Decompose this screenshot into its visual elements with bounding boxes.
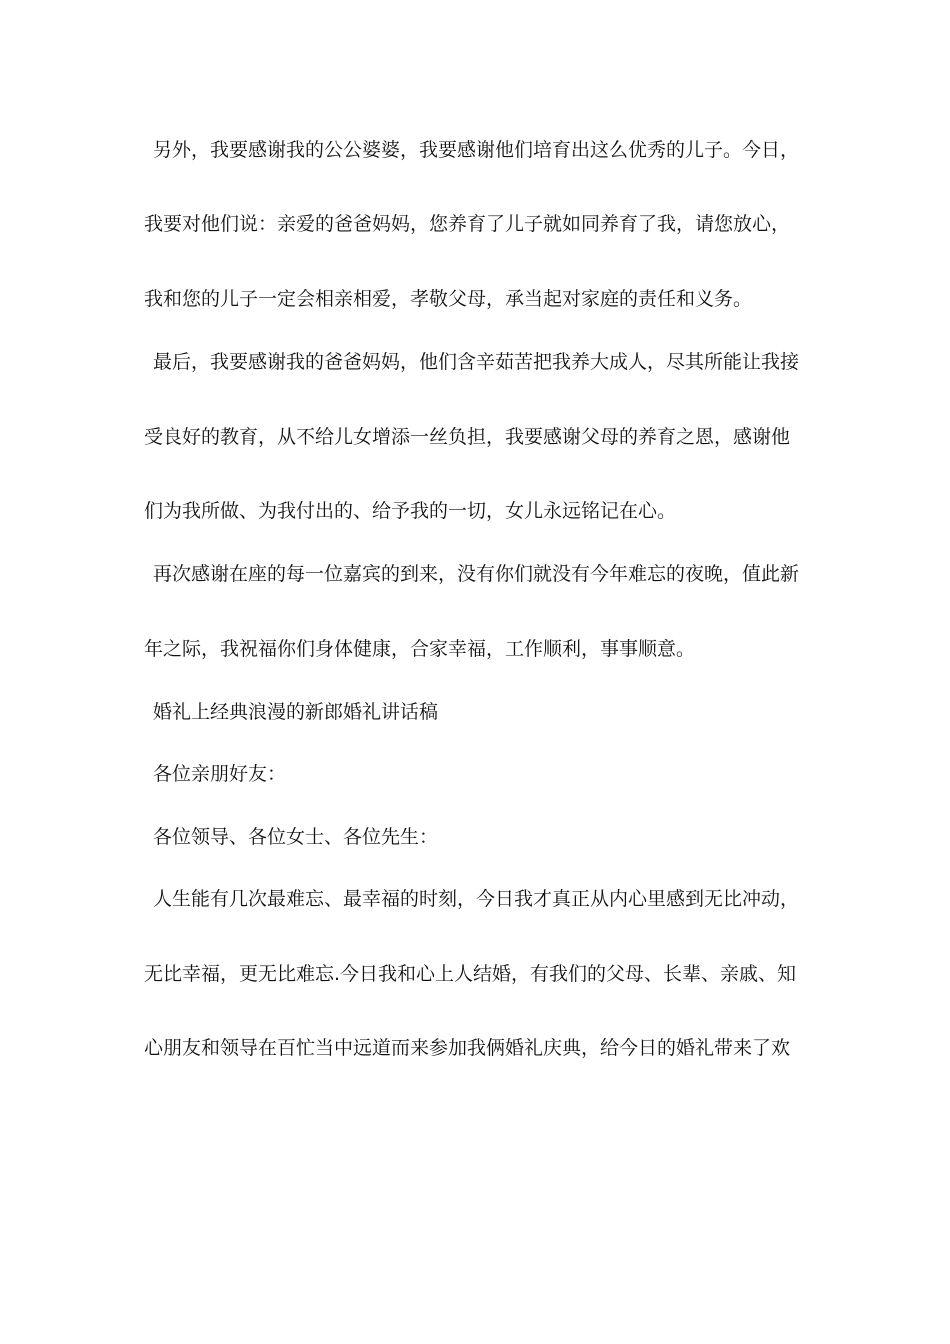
section-heading: 婚礼上经典浪漫的新郎婚礼讲话稿 [153,701,439,723]
paragraph-line: 我和您的儿子一定会相亲相爱，孝敬父母，承当起对家庭的责任和义务。 [144,288,753,310]
paragraph-line: 另外，我要感谢我的公公婆婆，我要感谢他们培育出这么优秀的儿子。今日， [153,139,800,161]
paragraph-line: 人生能有几次最难忘、最幸福的时刻，今日我才真正从内心里感到无比冲动， [153,888,800,910]
salutation-line: 各位亲朋好友： [153,763,287,785]
paragraph-line: 最后，我要感谢我的爸爸妈妈，他们含辛茹苦把我养大成人，尽其所能让我接 [153,351,800,373]
paragraph-line: 受良好的教育，从不给儿女增添一丝负担，我要感谢父母的养育之恩，感谢他 [144,426,791,448]
paragraph-line: 无比幸福，更无比难忘.今日我和心上人结婚，有我们的父母、长辈、亲戚、知 [144,963,797,985]
paragraph-line: 再次感谢在座的每一位嘉宾的到来，没有你们就没有今年难忘的夜晚，值此新 [153,563,800,585]
paragraph-line: 年之际，我祝福你们身体健康，合家幸福，工作顺利，事事顺意。 [144,638,696,660]
paragraph-line: 我要对他们说：亲爱的爸爸妈妈，您养育了儿子就如同养育了我，请您放心， [144,213,791,235]
paragraph-line: 心朋友和领导在百忙当中远道而来参加我俩婚礼庆典，给今日的婚礼带来了欢 [144,1037,791,1059]
paragraph-line: 们为我所做、为我付出的、给予我的一切，女儿永远铭记在心。 [144,500,677,522]
salutation-line: 各位领导、各位女士、各位先生： [153,826,439,848]
